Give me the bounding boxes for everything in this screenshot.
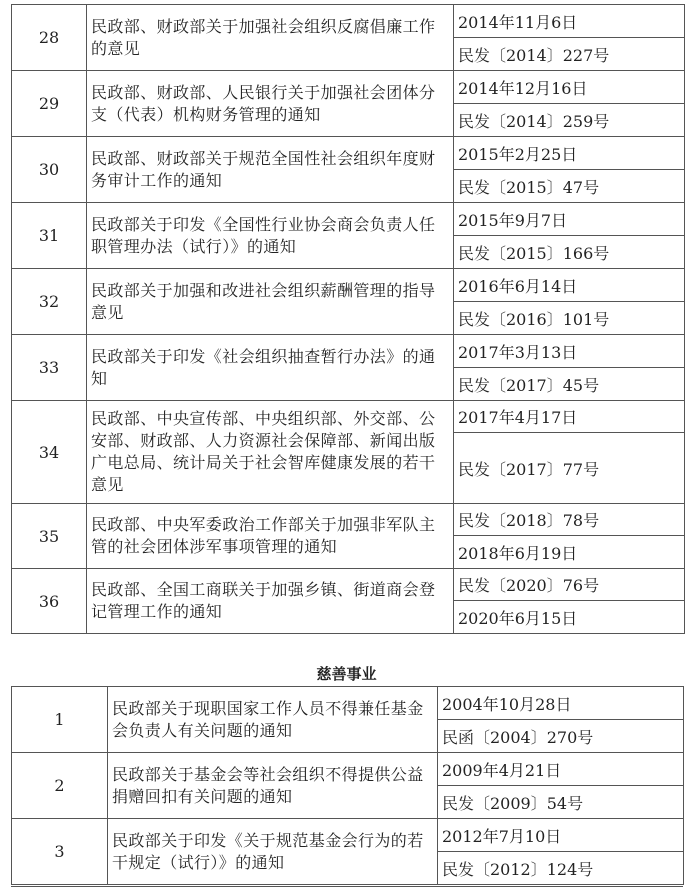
table-bottom-border [11, 886, 683, 887]
table-row [12, 335, 685, 368]
row-number: 34 [12, 401, 87, 504]
row-number: 1 [12, 687, 108, 753]
document-date: 2012年7月10日 [438, 819, 684, 852]
document-number: 民发〔2016〕101号 [454, 302, 685, 335]
table-row [12, 5, 685, 38]
row-number: 36 [12, 569, 87, 634]
document-title: 民政部、中央宣传部、中央组织部、外交部、公安部、财政部、人力资源社会保障部、新闻出版广电总局、统计局关于社会智库健康发展的若干意见 [87, 401, 454, 504]
document-number: 民发〔2009〕54号 [438, 786, 684, 819]
table-row [12, 687, 684, 720]
document-date: 2018年6月19日 [454, 536, 685, 569]
document-date: 2014年12月16日 [454, 71, 685, 104]
charity-regulations-table [11, 686, 684, 885]
document-title: 民政部关于现职国家工作人员不得兼任基金会负责人有关问题的通知 [108, 687, 438, 753]
table-row [12, 401, 685, 433]
row-number: 28 [12, 5, 87, 71]
document-date: 2016年6月14日 [454, 269, 685, 302]
document-date: 2015年2月25日 [454, 137, 685, 170]
section-heading: 慈善事业 [316, 665, 377, 683]
document-title: 民政部关于加强和改进社会组织薪酬管理的指导意见 [87, 269, 454, 335]
table-row [12, 504, 685, 536]
document-number: 民发〔2014〕259号 [454, 104, 685, 137]
row-number: 35 [12, 504, 87, 569]
document-title: 民政部、财政部关于加强社会组织反腐倡廉工作的意见 [87, 5, 454, 71]
document-title: 民政部关于印发《全国性行业协会商会负责人任职管理办法（试行）》的通知 [87, 203, 454, 269]
row-number: 32 [12, 269, 87, 335]
document-number: 民发〔2017〕45号 [454, 368, 685, 401]
table-row [12, 819, 684, 852]
table-row [12, 203, 685, 236]
table-row [12, 137, 685, 170]
row-number: 31 [12, 203, 87, 269]
row-number: 33 [12, 335, 87, 401]
document-number: 民发〔2020〕76号 [454, 569, 685, 601]
document-title: 民政部、财政部关于规范全国性社会组织年度财务审计工作的通知 [87, 137, 454, 203]
row-number: 2 [12, 753, 108, 819]
document-title: 民政部、全国工商联关于加强乡镇、街道商会登记管理工作的通知 [87, 569, 454, 634]
document-date: 2017年4月17日 [454, 401, 685, 433]
document-date: 2020年6月15日 [454, 601, 685, 634]
document-title: 民政部、财政部、人民银行关于加强社会团体分支（代表）机构财务管理的通知 [87, 71, 454, 137]
document-title: 民政部关于基金会等社会组织不得提供公益捐赠回扣有关问题的通知 [108, 753, 438, 819]
document-number: 民发〔2015〕47号 [454, 170, 685, 203]
document-date: 2017年3月13日 [454, 335, 685, 368]
document-number: 民发〔2014〕227号 [454, 38, 685, 71]
row-number: 3 [12, 819, 108, 885]
document-date: 2009年4月21日 [438, 753, 684, 786]
document-date: 2004年10月28日 [438, 687, 684, 720]
document-title: 民政部关于印发《社会组织抽查暂行办法》的通知 [87, 335, 454, 401]
document-number: 民发〔2015〕166号 [454, 236, 685, 269]
document-date: 2015年9月7日 [454, 203, 685, 236]
table-row [12, 269, 685, 302]
document-number: 民发〔2017〕77号 [454, 433, 685, 504]
document-title: 民政部关于印发《关于规范基金会行为的若干规定（试行）》的通知 [108, 819, 438, 885]
row-number: 30 [12, 137, 87, 203]
document-title: 民政部、中央军委政治工作部关于加强非军队主管的社会团体涉军事项管理的通知 [87, 504, 454, 569]
row-number: 29 [12, 71, 87, 137]
table-row [12, 71, 685, 104]
document-date: 2014年11月6日 [454, 5, 685, 38]
table-row [12, 753, 684, 786]
document-number: 民发〔2018〕78号 [454, 504, 685, 536]
document-number: 民函〔2004〕270号 [438, 720, 684, 753]
document-number: 民发〔2012〕124号 [438, 852, 684, 885]
regulations-table [11, 4, 685, 634]
table-row [12, 569, 685, 601]
